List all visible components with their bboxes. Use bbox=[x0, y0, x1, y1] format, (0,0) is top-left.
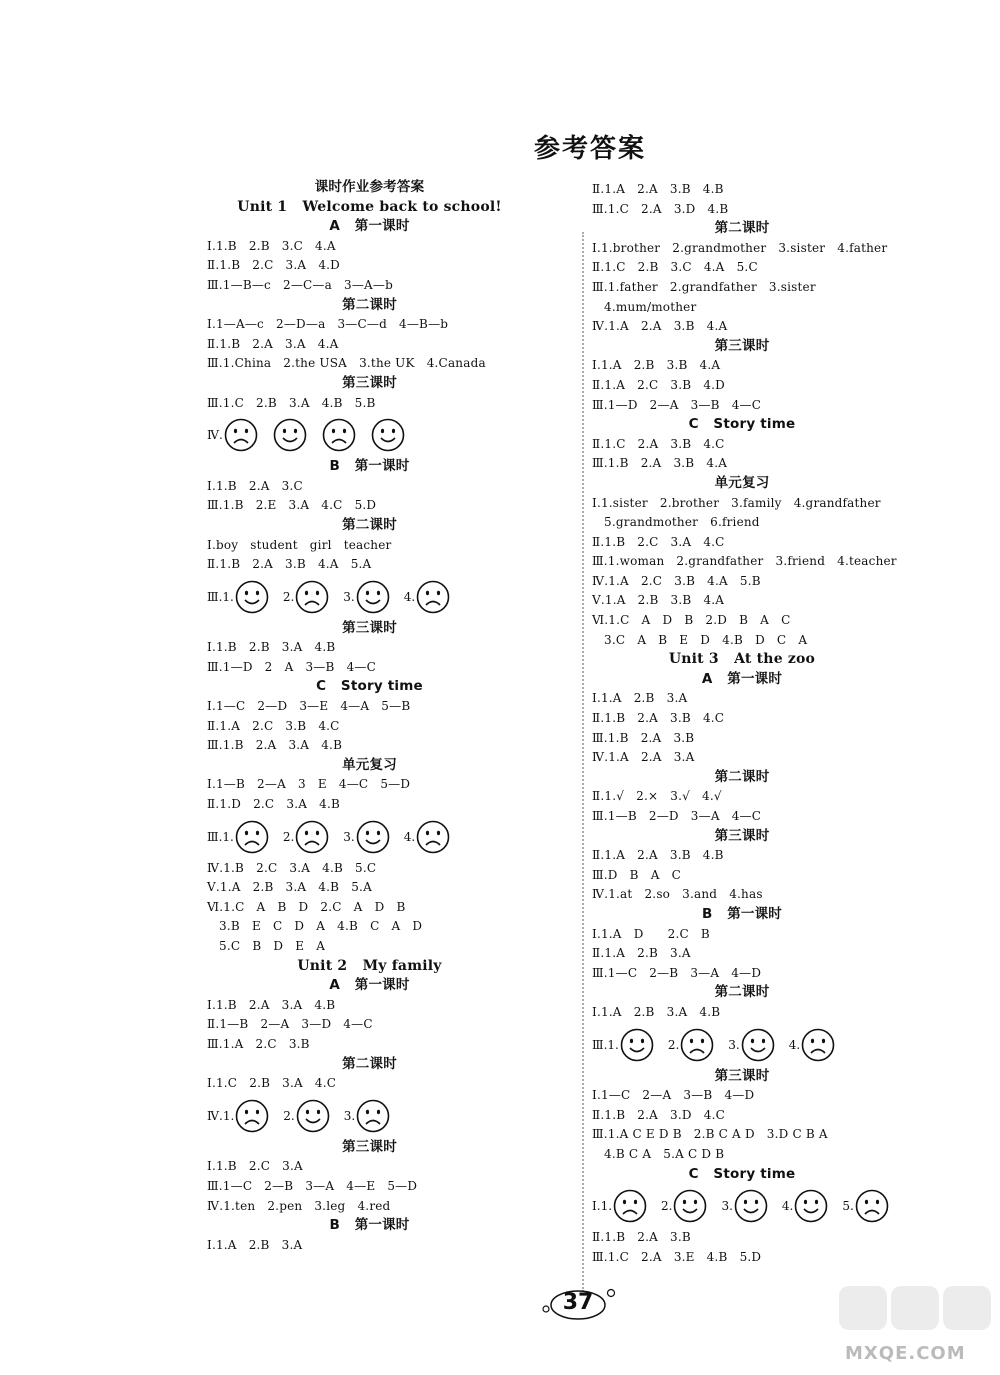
answer-line: Ⅲ.1.woman 2.grandfather 3.friend 4.teacher bbox=[592, 554, 897, 569]
answer-line: Ⅱ.1.C 2.B 3.C 4.A 5.C bbox=[592, 260, 758, 275]
answer-line: Ⅰ.1.B 2.C 3.A bbox=[207, 1159, 303, 1174]
answer-line: Ⅲ.1—C 2—B 3—A 4—E 5—D bbox=[207, 1178, 418, 1193]
watermark-text: MXQE.COM bbox=[845, 1343, 966, 1364]
answer-line: Ⅱ.1.B 2.A 3.B bbox=[592, 1230, 691, 1245]
answer-line: Ⅲ.D B A C bbox=[592, 867, 682, 882]
answer-line: Ⅲ.1.B 2.A 3.A 4.B bbox=[207, 738, 343, 753]
answer-line: 4.mum/mother bbox=[592, 299, 697, 314]
answer-line: Ⅰ.1.A 2.B 3.A 4.B bbox=[592, 1004, 721, 1019]
section-heading: A 第一课时 bbox=[701, 670, 783, 687]
item-number: 5. bbox=[842, 1199, 854, 1214]
sad-face-icon bbox=[416, 580, 450, 614]
smiley-face-icon bbox=[673, 1189, 707, 1223]
face-answer-item bbox=[728, 1028, 774, 1062]
item-number: 4. bbox=[788, 1037, 801, 1052]
answer-line: Ⅱ.1.D 2.C 3.A 4.B bbox=[207, 797, 340, 812]
face-answer-item bbox=[222, 580, 268, 614]
face-answer-item bbox=[404, 580, 450, 614]
answer-line: 4.B C A 5.A C D B bbox=[592, 1146, 725, 1161]
section-heading: 第二课时 bbox=[714, 220, 770, 237]
sad-face-icon bbox=[322, 418, 356, 452]
unit-heading: Unit 1 Welcome back to school! bbox=[237, 198, 502, 215]
section-heading: A 第一课时 bbox=[329, 218, 410, 235]
answer-line: Ⅰ.1.A 2.B 3.B 4.A bbox=[592, 358, 721, 373]
face-answer-item bbox=[343, 580, 389, 614]
face-answer-row bbox=[207, 575, 532, 619]
section-heading: 课时作业参考答案 bbox=[314, 179, 425, 195]
smiley-face-icon bbox=[356, 820, 390, 854]
answer-line: Ⅲ.1.C 2.A 3.D 4.B bbox=[592, 201, 729, 216]
answer-line: Ⅲ.1.father 2.grandfather 3.sister bbox=[592, 279, 816, 294]
face-answer-item bbox=[283, 1099, 329, 1133]
face-answer-item bbox=[222, 820, 268, 854]
page-title: 参考答案 bbox=[533, 134, 646, 164]
face-answer-item bbox=[607, 1028, 653, 1062]
answer-line: Ⅰ.1—A—c 2—D—a 3—C—d 4—B—b bbox=[207, 317, 449, 332]
section-heading: 第三课时 bbox=[714, 1067, 770, 1084]
answer-line: Ⅲ.1.A 2.C 3.B bbox=[207, 1036, 310, 1051]
answer-line: Ⅱ.1—B 2—A 3—D 4—C bbox=[207, 1017, 373, 1032]
smiley-face-icon bbox=[794, 1189, 828, 1223]
answer-line: Ⅱ.1.B 2.A 3.B 4.C bbox=[592, 711, 725, 726]
sad-face-icon bbox=[680, 1028, 714, 1062]
section-heading: 第二课时 bbox=[342, 296, 397, 313]
smiley-face-icon bbox=[356, 580, 390, 614]
item-number: 3. bbox=[343, 829, 355, 844]
item-number: 3. bbox=[343, 1108, 356, 1123]
face-answer-item bbox=[343, 820, 389, 854]
face-answer-row bbox=[207, 413, 532, 457]
item-number: 2. bbox=[661, 1199, 673, 1214]
answer-line: Ⅲ.1—C 2—B 3—A 4—D bbox=[592, 965, 762, 980]
unit-heading: Unit 2 My family bbox=[297, 957, 442, 974]
section-heading: 第二课时 bbox=[714, 984, 770, 1001]
face-answer-item bbox=[782, 1189, 828, 1223]
answer-line: Ⅲ.1—D 2—A 3—B 4—C bbox=[592, 397, 762, 412]
column-divider bbox=[582, 232, 584, 1292]
smiley-face-icon bbox=[620, 1028, 654, 1062]
item-number: 2. bbox=[282, 829, 295, 844]
sad-face-icon bbox=[613, 1189, 647, 1223]
answer-line: Ⅲ.1—B 2—D 3—A 4—C bbox=[592, 809, 762, 823]
answer-line: Ⅳ.1.A 2.C 3.B 4.A 5.B bbox=[592, 573, 761, 588]
section-heading: 第二课时 bbox=[714, 768, 770, 785]
item-number: 4. bbox=[403, 829, 416, 844]
answer-line: Ⅵ.1.C A D B 2.D B A C bbox=[592, 613, 791, 628]
answer-line: Ⅴ.1.A 2.B 3.B 4.A bbox=[592, 593, 725, 608]
item-number: 1. bbox=[222, 589, 234, 604]
answer-line: Ⅱ.1.A 2.C 3.B 4.D bbox=[592, 377, 725, 392]
item-number: 4. bbox=[403, 589, 416, 604]
section-heading: 第三课时 bbox=[714, 337, 770, 354]
section-heading: B 第一课时 bbox=[329, 458, 410, 475]
answer-line: Ⅰ.1.A 2.B 3.A bbox=[207, 1237, 303, 1252]
answer-line: Ⅳ.1.ten 2.pen 3.leg 4.red bbox=[207, 1198, 391, 1213]
item-number: 3. bbox=[343, 589, 355, 604]
answer-line: Ⅰ.boy student girl teacher bbox=[207, 537, 392, 552]
face-answer-row bbox=[207, 1094, 532, 1138]
face-answer-item bbox=[370, 418, 405, 452]
page-number-badge bbox=[540, 1283, 616, 1323]
smiley-face-icon bbox=[235, 580, 269, 614]
answer-line: Ⅳ.1.A 2.A 3.B 4.A bbox=[592, 319, 728, 334]
answer-line: Ⅳ.1.B 2.C 3.A 4.B 5.C bbox=[207, 860, 377, 875]
sad-face-icon bbox=[416, 820, 450, 854]
answer-line: Ⅰ.1.sister 2.brother 3.family 4.grandfather bbox=[592, 495, 881, 510]
face-answer-item bbox=[721, 1189, 767, 1223]
answer-line: Ⅲ.1.China 2.the USA 3.the UK 4.Canada bbox=[207, 356, 486, 371]
face-answer-item bbox=[321, 418, 356, 452]
answer-line: 5.grandmother 6.friend bbox=[592, 515, 760, 530]
answer-line: Ⅱ.1.C 2.A 3.B 4.C bbox=[592, 436, 725, 451]
answer-line: Ⅱ.1.A 2.A 3.B 4.B bbox=[592, 848, 724, 863]
face-answer-item bbox=[283, 820, 329, 854]
item-number: 2. bbox=[667, 1037, 680, 1052]
row-label: Ⅲ. bbox=[592, 1037, 608, 1052]
answer-line: Ⅲ.1.B 2.A 3.B 4.A bbox=[592, 456, 728, 471]
row-label: Ⅲ. bbox=[207, 829, 223, 844]
sad-face-icon bbox=[356, 1099, 390, 1133]
page-number: 37 bbox=[562, 1290, 594, 1315]
unit-heading: Unit 3 At the zoo bbox=[668, 651, 816, 668]
section-heading: 第三课时 bbox=[342, 1138, 397, 1155]
smiley-face-icon bbox=[273, 418, 307, 452]
face-answer-item bbox=[344, 1099, 390, 1133]
section-heading: 第三课时 bbox=[342, 374, 397, 391]
answer-line: Ⅱ.1.A 2.A 3.B 4.B bbox=[592, 182, 724, 196]
item-number: 1. bbox=[222, 829, 234, 844]
row-label: Ⅰ. bbox=[592, 1199, 601, 1214]
face-answer-item bbox=[404, 820, 450, 854]
left-column bbox=[207, 178, 532, 1255]
face-answer-row bbox=[592, 1023, 892, 1067]
section-heading: A 第一课时 bbox=[329, 977, 410, 994]
answer-line: Ⅱ.1.B 2.A 3.B 4.A 5.A bbox=[207, 557, 372, 572]
smiley-face-icon bbox=[741, 1028, 775, 1062]
answer-line: Ⅱ.1.B 2.C 3.A 4.D bbox=[207, 258, 340, 273]
item-number: 2. bbox=[283, 1108, 295, 1123]
sad-face-icon bbox=[295, 820, 329, 854]
sad-face-icon bbox=[224, 418, 258, 452]
section-heading: C Story time bbox=[688, 416, 796, 433]
answer-line: Ⅱ.1.B 2.C 3.A 4.C bbox=[592, 534, 725, 549]
answer-line: 3.C A B E D 4.B D C A bbox=[592, 632, 808, 647]
section-heading: C Story time bbox=[316, 678, 423, 695]
answer-line: Ⅲ.1—B—c 2—C—a 3—A—b bbox=[207, 277, 394, 292]
face-answer-item bbox=[223, 418, 258, 452]
section-heading: 第二课时 bbox=[342, 516, 397, 533]
row-label: Ⅲ. bbox=[207, 589, 223, 604]
item-number: 4. bbox=[781, 1199, 794, 1214]
sad-face-icon bbox=[295, 580, 329, 614]
smiley-face-icon bbox=[734, 1189, 768, 1223]
item-number: 1. bbox=[222, 1108, 235, 1123]
item-number: 1. bbox=[600, 1199, 613, 1214]
section-heading: B 第一课时 bbox=[702, 905, 782, 922]
answer-line: Ⅰ.1.B 2.B 3.C 4.A bbox=[207, 238, 336, 253]
smiley-face-icon bbox=[371, 418, 405, 452]
answer-line: Ⅳ.1.A 2.A 3.A bbox=[592, 750, 695, 765]
section-heading: 第二课时 bbox=[342, 1055, 397, 1072]
item-number: 1. bbox=[607, 1037, 619, 1052]
answer-line: 5.C B D E A bbox=[207, 939, 326, 953]
row-label: Ⅳ. bbox=[207, 1108, 223, 1123]
face-answer-row bbox=[592, 1184, 892, 1228]
face-answer-item bbox=[668, 1028, 714, 1062]
item-number: 3. bbox=[728, 1037, 740, 1052]
answer-line: Ⅰ.1.B 2.A 3.C bbox=[207, 478, 303, 493]
answer-line: Ⅲ.1.B 2.A 3.B bbox=[592, 730, 695, 745]
sad-face-icon bbox=[801, 1028, 835, 1062]
answer-line: Ⅲ.1.A C E D B 2.B C A D 3.D C B A bbox=[592, 1127, 828, 1142]
answer-line: Ⅰ.1.C 2.B 3.A 4.C bbox=[207, 1076, 337, 1091]
answer-line: Ⅱ.1.B 2.A 3.D 4.C bbox=[592, 1107, 725, 1122]
answer-line: Ⅵ.1.C A B D 2.C A D B bbox=[207, 899, 406, 914]
face-answer-item bbox=[272, 418, 307, 452]
answer-line: Ⅰ.1.A D 2.C B bbox=[592, 926, 710, 941]
answer-line: Ⅰ.1.A 2.B 3.A bbox=[592, 691, 688, 706]
face-answer-item bbox=[601, 1189, 647, 1223]
right-column bbox=[592, 180, 897, 1267]
answer-line: Ⅰ.1—B 2—A 3 E 4—C 5—D bbox=[207, 777, 411, 792]
answer-line: Ⅲ.1.C 2.A 3.E 4.B 5.D bbox=[592, 1249, 762, 1264]
answer-line: Ⅰ.1—C 2—D 3—E 4—A 5—B bbox=[207, 699, 411, 714]
smiley-face-icon bbox=[296, 1099, 330, 1133]
answer-line: Ⅱ.1.√ 2.× 3.√ 4.√ bbox=[592, 789, 722, 804]
answer-line: 3.B E C D A 4.B C A D bbox=[207, 919, 423, 934]
answer-line: Ⅳ.1.at 2.so 3.and 4.has bbox=[592, 887, 763, 902]
section-heading: 单元复习 bbox=[714, 474, 770, 491]
answer-line: Ⅱ.1.A 2.B 3.A bbox=[592, 946, 691, 961]
section-heading: B 第一课时 bbox=[329, 1217, 410, 1234]
face-answer-item bbox=[661, 1189, 707, 1223]
section-heading: 第三课时 bbox=[342, 619, 397, 636]
answer-line: Ⅰ.1—C 2—A 3—B 4—D bbox=[592, 1088, 755, 1103]
sad-face-icon bbox=[235, 820, 269, 854]
item-number: 2. bbox=[282, 589, 295, 604]
face-answer-item bbox=[842, 1189, 888, 1223]
answer-line: Ⅰ.1.B 2.A 3.A 4.B bbox=[207, 997, 336, 1012]
face-answer-row bbox=[207, 815, 532, 859]
answer-line: Ⅲ.1.B 2.E 3.A 4.C 5.D bbox=[207, 498, 377, 513]
section-heading: C Story time bbox=[688, 1165, 796, 1182]
sad-face-icon bbox=[235, 1099, 269, 1133]
face-answer-item bbox=[283, 580, 329, 614]
answer-line: Ⅱ.1.A 2.C 3.B 4.C bbox=[207, 718, 340, 733]
face-answer-item bbox=[789, 1028, 835, 1062]
section-heading: 单元复习 bbox=[342, 756, 397, 773]
face-answer-item bbox=[223, 1099, 269, 1133]
answer-line: Ⅱ.1.B 2.A 3.A 4.A bbox=[207, 336, 339, 351]
row-label: Ⅳ. bbox=[207, 428, 223, 443]
item-number: 3. bbox=[721, 1199, 733, 1214]
section-heading: 第三课时 bbox=[714, 827, 770, 844]
answer-line: Ⅰ.1.brother 2.grandmother 3.sister 4.father bbox=[592, 240, 888, 255]
answer-line: Ⅴ.1.A 2.B 3.A 4.B 5.A bbox=[207, 880, 372, 895]
answer-line: Ⅲ.1—D 2 A 3—B 4—C bbox=[207, 659, 376, 674]
answer-line: Ⅲ.1.C 2.B 3.A 4.B 5.B bbox=[207, 395, 376, 410]
answer-line: Ⅰ.1.B 2.B 3.A 4.B bbox=[207, 640, 336, 655]
sad-face-icon bbox=[855, 1189, 889, 1223]
